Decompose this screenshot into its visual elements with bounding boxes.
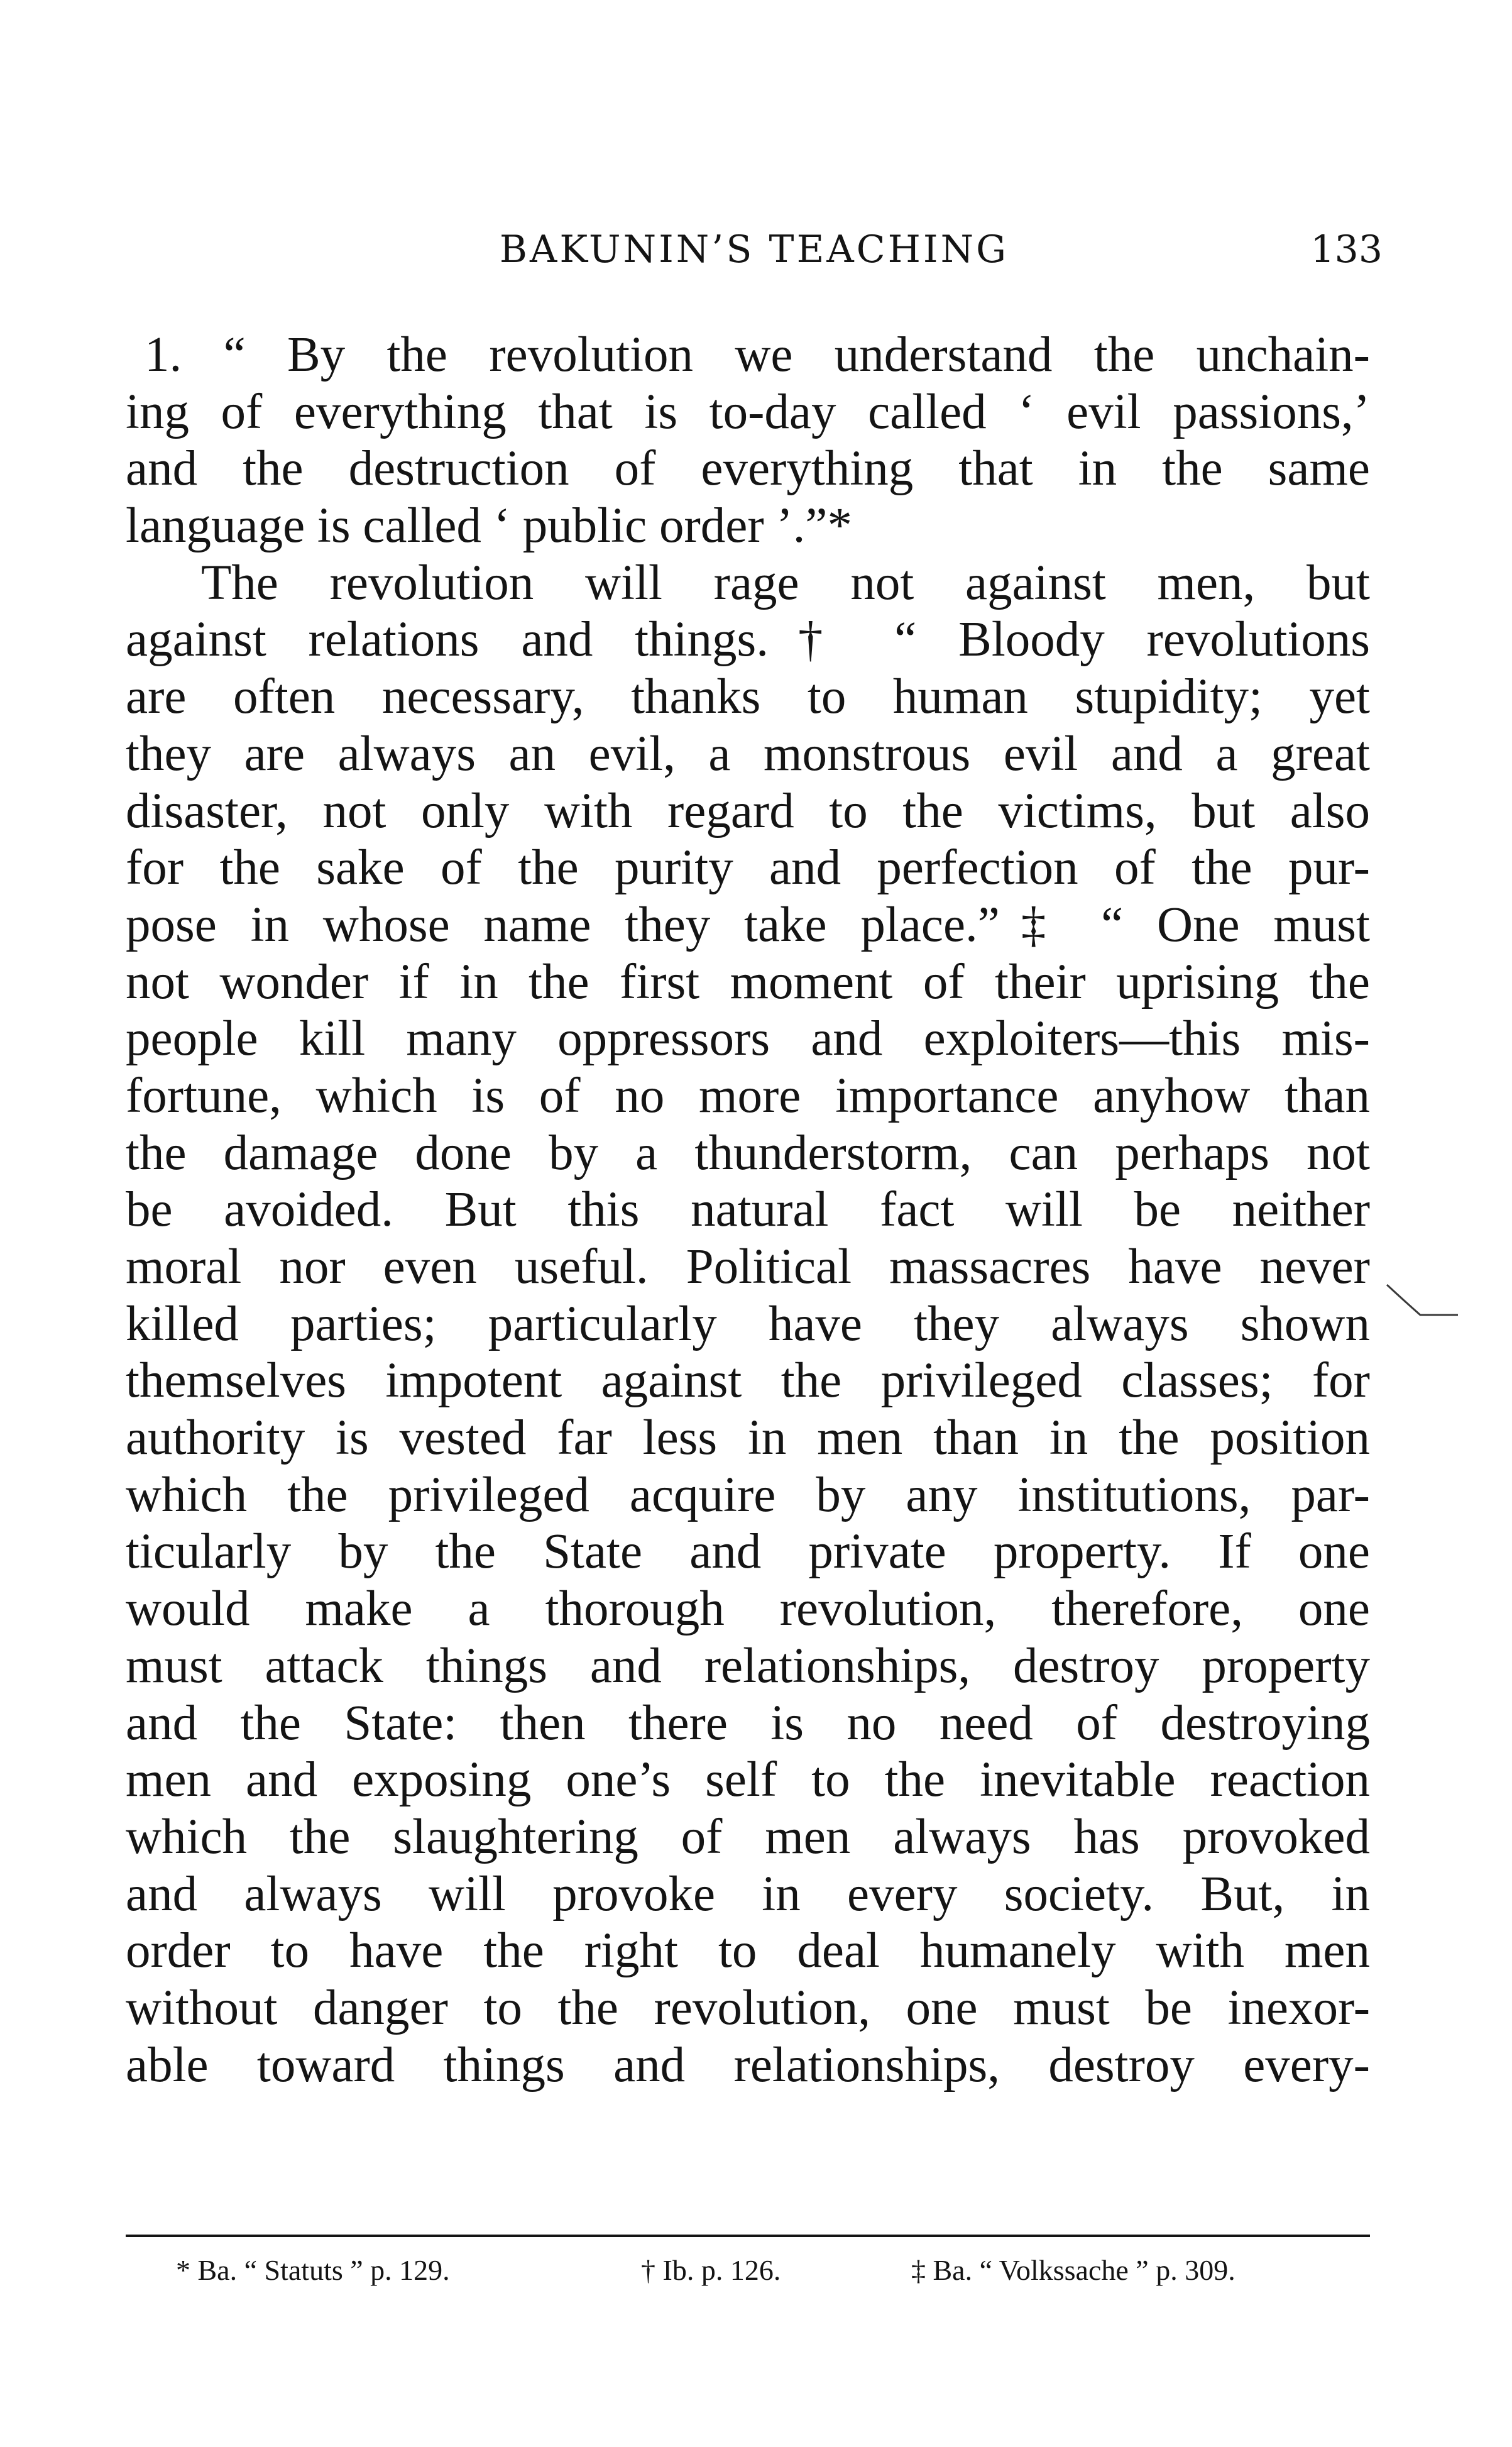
footnotes [176, 2253, 1370, 2297]
text-line: without danger to the revolution, one must be inexor- [126, 1980, 1370, 2035]
page-header [126, 228, 1383, 284]
text-line: the damage done by a thunderstorm, can perhaps not [126, 1125, 1370, 1180]
footnote-1: * Ba. “ Statuts ” p. 129. [176, 2254, 450, 2286]
text-line: themselves impotent against the privileged classes; for [126, 1353, 1370, 1409]
page-number: 133 [1310, 228, 1383, 272]
text-line: disaster, not only with regard to the victims, but also [126, 783, 1370, 839]
text-line: which the privileged acquire by any institutions, par- [126, 1467, 1370, 1522]
footnote-rule [126, 2235, 1370, 2237]
text-line: authority is vested far less in men than in the position [126, 1410, 1370, 1466]
text-line: order to have the right to deal humanely with men [126, 1923, 1370, 1979]
text-line: which the slaughtering of men always has provoked [126, 1809, 1370, 1864]
margin-pencil-mark [1386, 1282, 1461, 1320]
text-line: killed parties; particularly have they always shown [126, 1296, 1370, 1351]
text-line: must attack things and relationships, destroy property [126, 1638, 1370, 1693]
text-line: they are always an evil, a monstrous evil and a great [126, 726, 1370, 781]
text-line: moral nor even useful. Political massacres have never [126, 1240, 1370, 1294]
text-line: language is called ‘ public order ’.”* [126, 498, 852, 554]
text-line: able toward things and relationships, destroy every- [126, 2037, 1370, 2092]
text-line: fortune, which is of no more importance anyhow than [126, 1068, 1370, 1123]
text-line: and the State: then there is no need of destroying [126, 1695, 1370, 1751]
text-line: would make a thorough revolution, therefore, one [126, 1581, 1370, 1637]
text-line: men and exposing one’s self to the inevitable reaction [126, 1752, 1370, 1808]
text-line: ticularly by the State and private property. If one [126, 1524, 1370, 1580]
text-line: ing of everything that is to-day called ‘ evil passions,’ [126, 384, 1370, 439]
text-line: and the destruction of everything that in the same [126, 441, 1370, 497]
footnote-2: † Ib. p. 126. [641, 2254, 781, 2286]
running-head: BAKUNIN’S TEACHING [499, 228, 1009, 272]
text-line: people kill many oppressors and exploiters—this mis- [126, 1011, 1370, 1067]
text-line: be avoided. But this natural fact will be neither [126, 1182, 1370, 1238]
text-line: for the sake of the purity and perfection of the pur- [126, 840, 1370, 896]
text-line: 1. “ By the revolution we understand the unchain- [145, 327, 1370, 382]
text-line: The revolution will rage not against men, but [201, 555, 1370, 610]
body-text [126, 327, 1370, 2094]
text-line: are often necessary, thanks to human stupidity; yet [126, 669, 1370, 725]
text-line: against relations and things.† “ Bloody revolutions [126, 612, 1370, 668]
text-line: and always will provoke in every society. But, in [126, 1866, 1370, 1922]
footnote-3: ‡ Ba. “ Volkssache ” p. 309. [911, 2254, 1235, 2286]
text-line: not wonder if in the first moment of their uprising the [126, 954, 1370, 1009]
text-line: pose in whose name they take place.”‡ “ One must [126, 897, 1370, 952]
